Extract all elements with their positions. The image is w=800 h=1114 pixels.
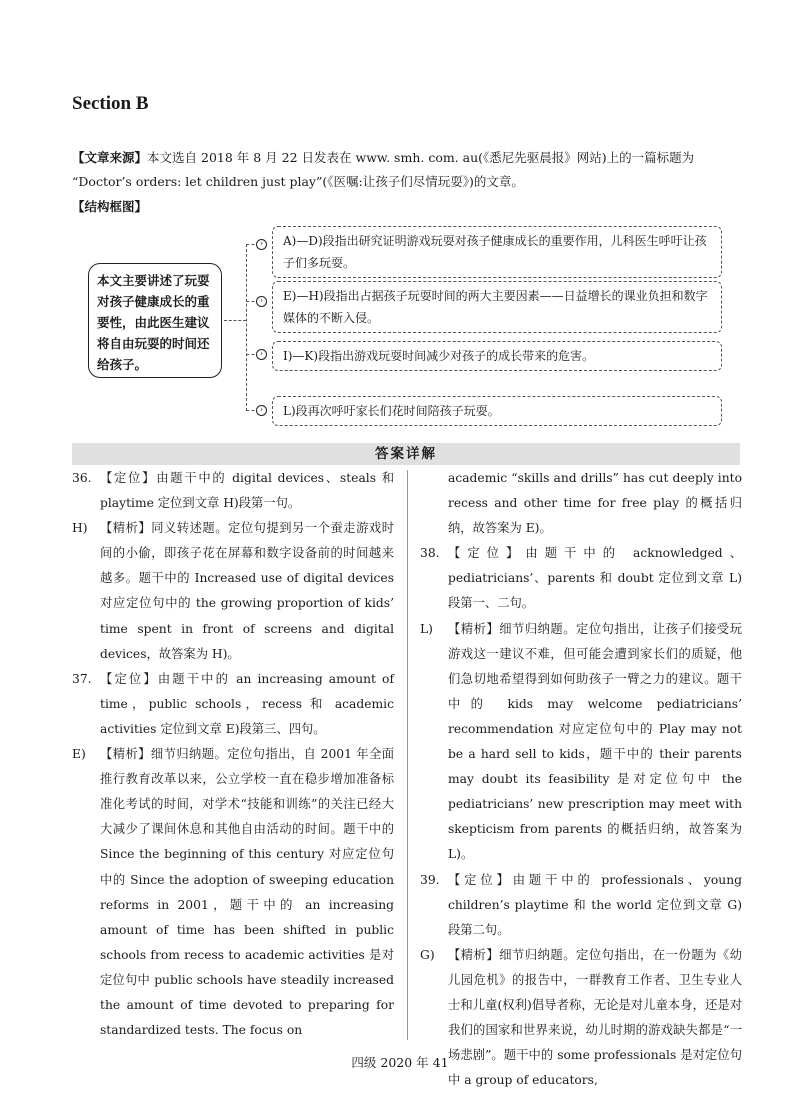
page-footer: 四级 2020 年 41 xyxy=(351,1055,449,1070)
structure-node: L)段再次呼吁家长们花时间陪孩子玩耍。 xyxy=(272,396,722,426)
structure-node: E)—H)段指出占据孩子玩耍时间的两大主要因素——日益增长的课业负担和数字媒体的不断入侵。 xyxy=(272,281,722,333)
structure-diagram xyxy=(88,226,738,432)
answer-text: 【定位】由题干中的 digital devices、steals 和 playtime 定位到文章 H)段第一句。 xyxy=(100,471,394,511)
source-text: 本文选自 2018 年 8 月 22 日发表在 www. smh. com. au(《悉尼先驱晨报》网站)上的一篇标题为 “Doctor’s orders: let children just play”(《医嘱:让孩子们尽情玩耍》)的文章。 xyxy=(72,150,695,189)
arrow-icon: › xyxy=(256,405,267,416)
answer-lead: E) xyxy=(72,747,86,762)
answer-lead: G) xyxy=(420,947,435,962)
structure-node: A)—D)段指出研究证明游戏玩耍对孩子健康成长的重要作用，儿科医生呼吁让孩子们多玩耍。 xyxy=(272,226,722,278)
arrow-icon: › xyxy=(256,239,267,250)
answer-lead: 39. xyxy=(420,872,440,887)
answer-lead: 37. xyxy=(72,671,92,686)
answers-header: 答案详解 xyxy=(72,443,740,465)
answer-paragraph xyxy=(420,868,742,943)
answer-text: 【精析】细节归纳题。定位句指出，在一份题为《幼儿园危机》的报告中，一群教育工作者、卫生专业人士和儿童(权利)倡导者称，无论是对儿童本身，还是对我们的国家和世界来说，幼儿时期的游戏缺失都是“一场悲剧”。题干中的 some professionals 是对定位句中 a group of educators, xyxy=(448,947,742,1088)
summary-box: 本文主要讲述了玩耍对孩子健康成长的重要性，由此医生建议将自由玩耍的时间还给孩子。 xyxy=(88,263,222,378)
answer-text: 【定位】由题干中的 an increasing amount of time，public schools，recess 和 academic activities 定位到文章 E)段第三、四句。 xyxy=(100,671,394,736)
answer-text: 【精析】同义转述题。定位句提到另一个蚕走游戏时间的小偷，即孩子花在屏幕和数字设备前的时间越来越多。题干中的 Increased use of digital devices 对应定位句中的 the growing proportion of kids’ time spent in front of screens and digital devices，故答案为 H)。 xyxy=(100,521,394,661)
answer-paragraph xyxy=(420,466,742,541)
source-paragraph xyxy=(72,146,752,194)
answer-text: 【精析】细节归纳题。定位句指出，自 2001 年全面推行教育改革以来，公立学校一直在稳步增加准备标准化考试的时间，对学术“技能和训练”的关注已经大大减少了课间休息和其他自由活动的时间。题干中的 Since the beginning of this century 对应定位句中的 Since the adoption of sweeping education reforms in 2001，题干中的 an increasing amount of time has been shifted in public schools from recess to academic activities 是对定位句中 public schools have steadily increased the amount of time devoted to preparing for standardized tests. The focus on xyxy=(100,747,394,1038)
answer-lead: 36. xyxy=(72,471,92,485)
answer-paragraph xyxy=(72,516,394,667)
connector-spine xyxy=(246,244,247,411)
connector-main xyxy=(224,320,246,321)
answer-paragraph xyxy=(72,742,394,1043)
answer-lead: L) xyxy=(420,621,433,636)
structure-node: I)—K)段指出游戏玩耍时间减少对孩子的成长带来的危害。 xyxy=(272,341,722,371)
answer-text: academic “skills and drills” has cut deeply into recess and other time for free play 的概括归纳，故答案为 E)。 xyxy=(448,471,742,536)
column-divider xyxy=(407,470,408,1040)
answer-paragraph xyxy=(72,667,394,742)
answer-paragraph xyxy=(72,466,394,516)
arrow-icon: › xyxy=(256,296,267,307)
section-title: Section B xyxy=(72,93,149,114)
source-tag: 【文章来源】 xyxy=(72,150,148,165)
answers-right-column xyxy=(420,466,742,1093)
arrow-icon: › xyxy=(256,349,267,360)
framework-label: 【结构框图】 xyxy=(72,199,148,214)
answer-lead: H) xyxy=(72,521,88,536)
answer-lead: 38. xyxy=(420,546,440,561)
answer-paragraph xyxy=(420,541,742,616)
answer-text: 【定位】由题干中的 professionals、young children’s playtime 和 the world 定位到文章 G)段第二句。 xyxy=(448,872,742,937)
answer-text: 【精析】细节归纳题。定位句指出，让孩子们接受玩游戏这一建议不难，但可能会遭到家长们的质疑，他们急切地希望得到如何助孩子一臂之力的建议。题干中的 kids may welcome pediatricians’ recommendation 对应定位句中的 Play may not be a hard sell to kids，题干中的 their parents may doubt its feasibility 是对定位句中 the pediatricians’ new prescription may meet with skepticism from parents 的概括归纳，故答案为 L)。 xyxy=(448,621,742,862)
answer-paragraph xyxy=(420,617,742,868)
answers-left-column xyxy=(72,466,394,1043)
answer-text: 【定位】由题干中的 acknowledged、pediatricians’、parents 和 doubt 定位到文章 L)段第一、二句。 xyxy=(448,546,742,611)
